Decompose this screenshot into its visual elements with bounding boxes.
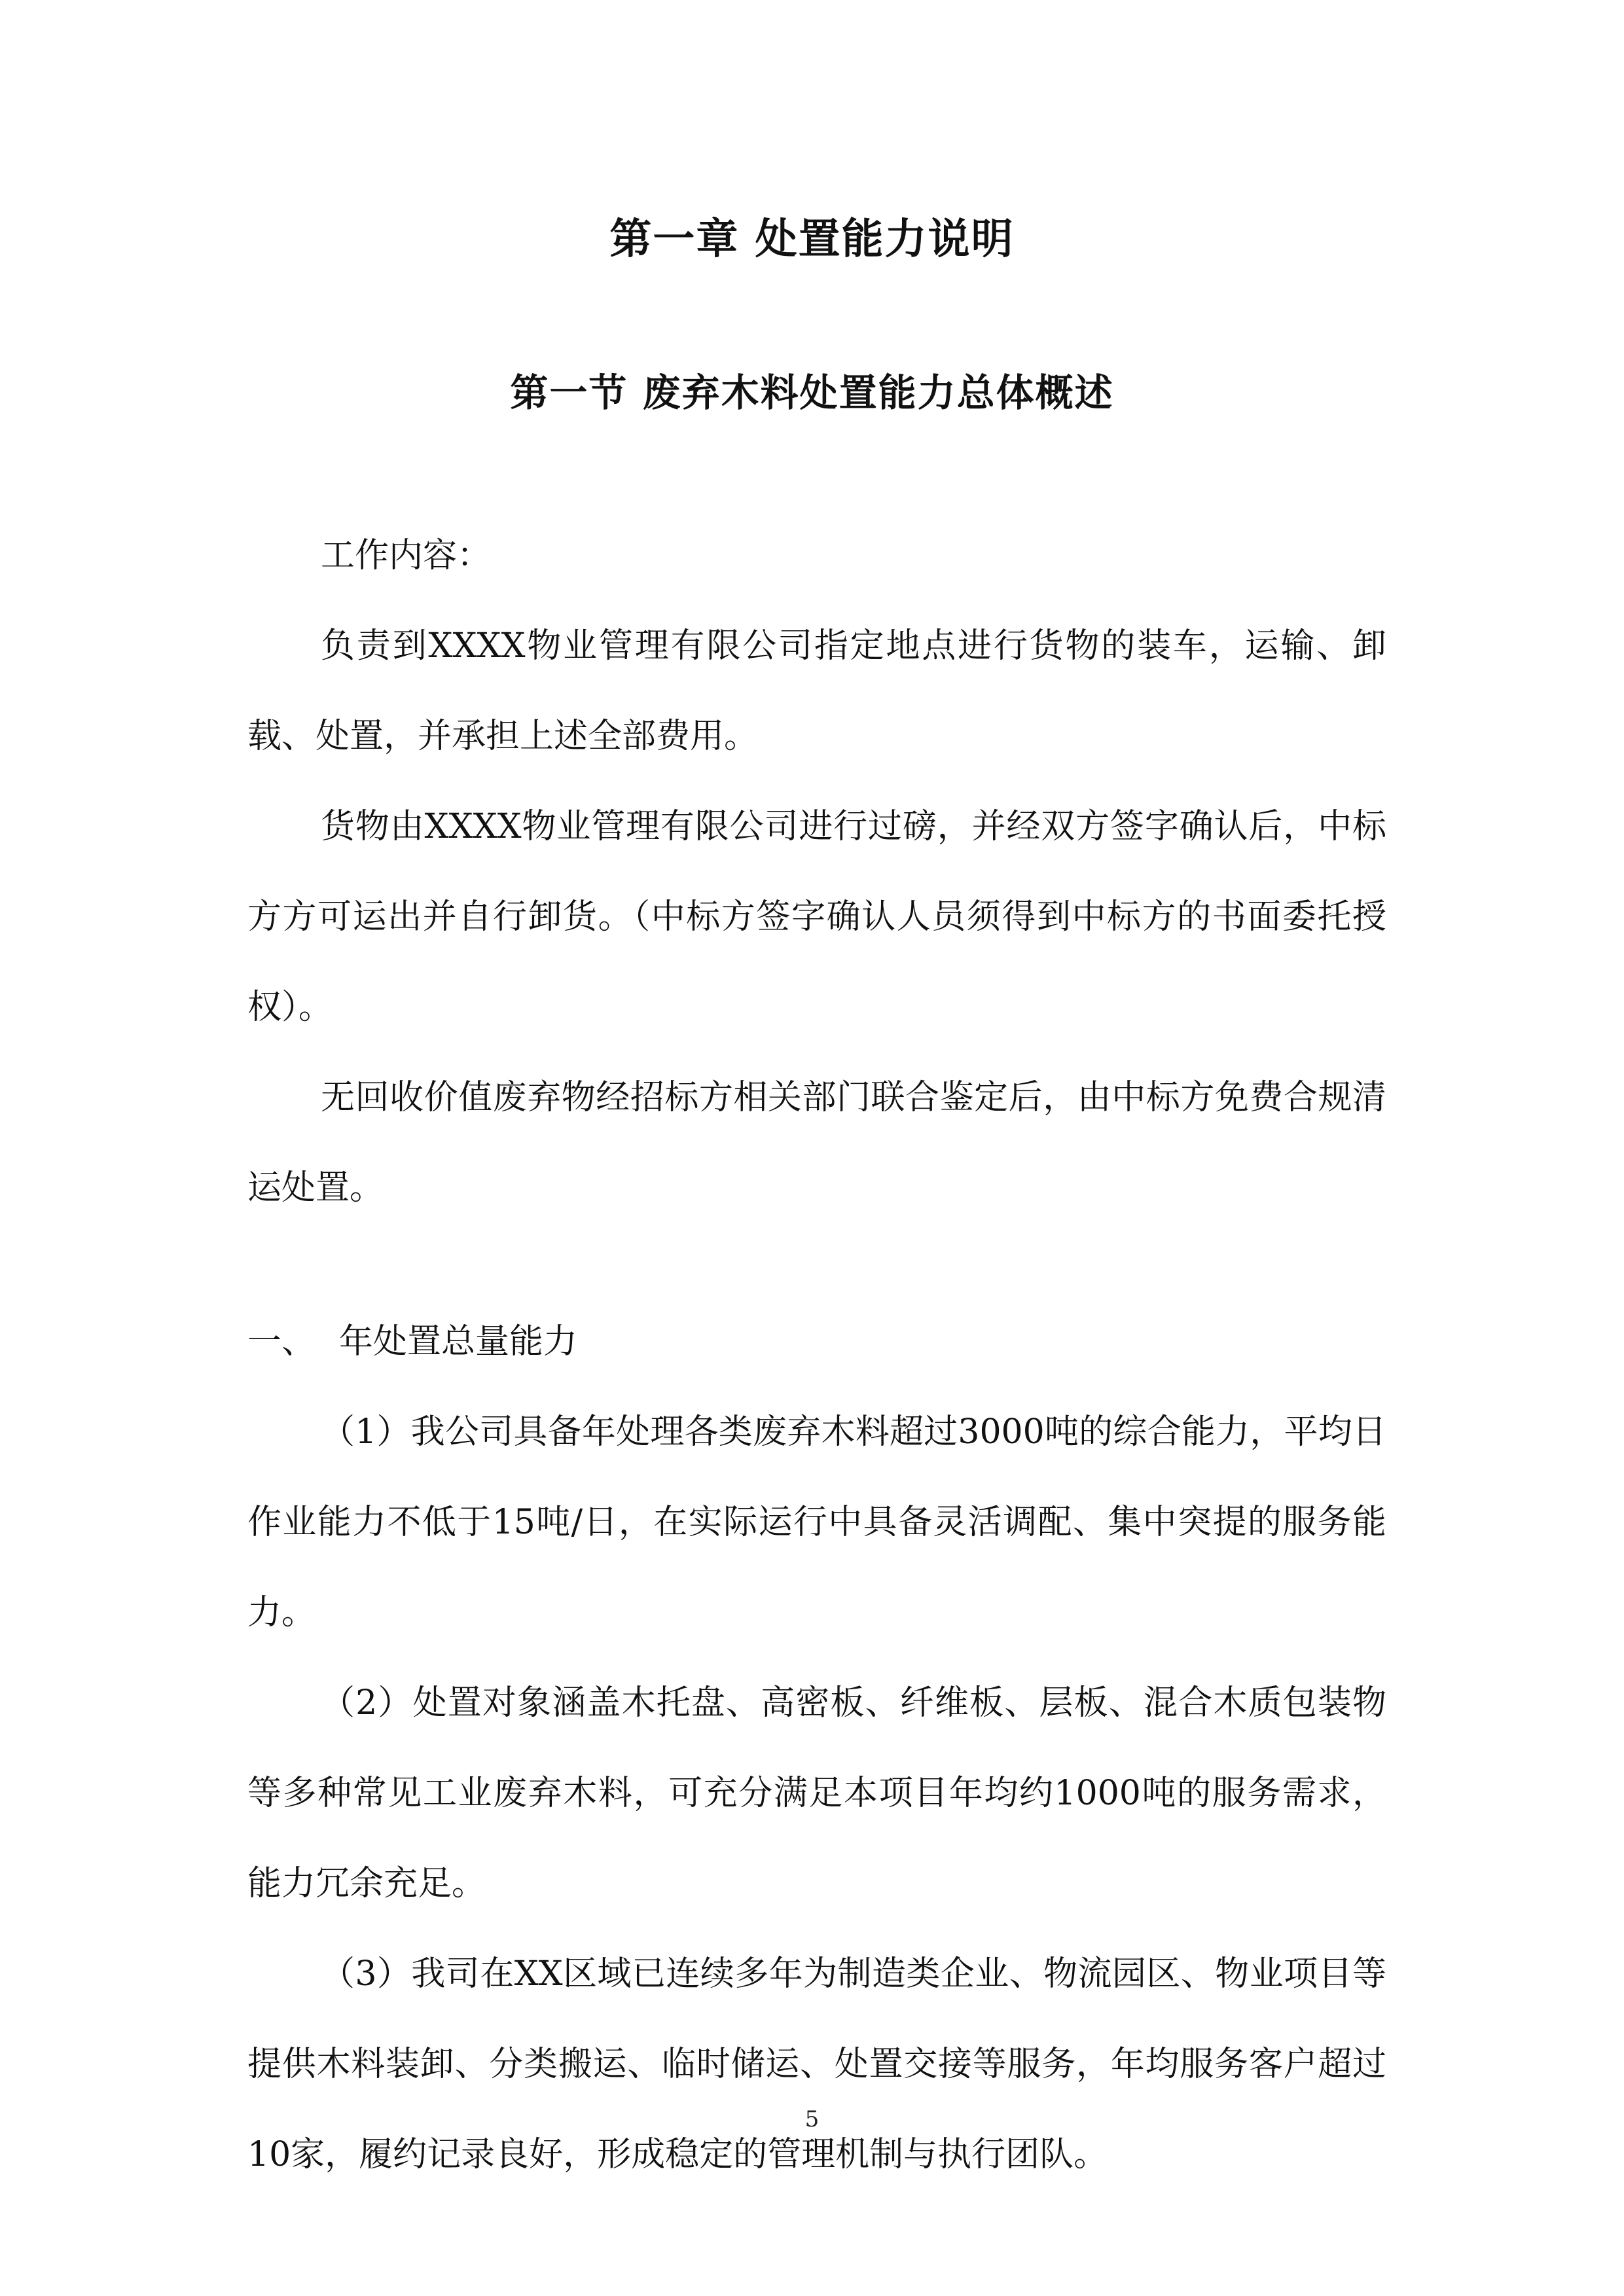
subsection-number: 一、 — [247, 1322, 316, 1361]
list-item-service-record: （3）我司在XX区域已连续多年为制造类企业、物流园区、物业项目等提供木料装卸、分类搬运、临时储运、处置交接等服务，年均服务客户超过10家，履约记录良好，形成稳定的管理机制与执行团队。 — [247, 1954, 1386, 2174]
subsection-title: 年处置总量能力 — [339, 1322, 578, 1361]
list-item-disposal-scope: （2）处置对象涵盖木托盘、高密板、纤维板、层板、混合木质包装物等多种常见工业废弃木料，可充分满足本项目年均约1000吨的服务需求，能力冗余充足。 — [247, 1683, 1386, 1903]
page-number: 5 — [804, 2106, 820, 2132]
paragraph-no-value-waste: 无回收价值废弃物经招标方相关部门联合鉴定后，由中标方免费合规清运处置。 — [247, 1078, 1386, 1208]
document-body — [247, 511, 1386, 2200]
list-item-annual-capacity: （1）我公司具备年处理各类废弃木料超过3000吨的综合能力，平均日作业能力不低于15吨/日，在实际运行中具备灵活调配、集中突提的服务能力。 — [247, 1412, 1386, 1632]
section-title: 第一节 废弃木料处置能力总体概述 — [510, 370, 1114, 415]
chapter-title: 第一章 处置能力说明 — [609, 215, 1015, 264]
paragraph-weighing-confirmation: 货物由XXXX物业管理有限公司进行过磅，并经双方签字确认后，中标方方可运出并自行卸货。（中标方签字确认人员须得到中标方的书面委托授权）。 — [247, 807, 1386, 1027]
paragraph-loading-responsibility: 负责到XXXX物业管理有限公司指定地点进行货物的装车，运输、卸载、处置，并承担上述全部费用。 — [247, 626, 1386, 756]
paragraph-work-content-label: 工作内容： — [321, 536, 492, 575]
subsection-heading — [247, 1297, 1386, 1387]
